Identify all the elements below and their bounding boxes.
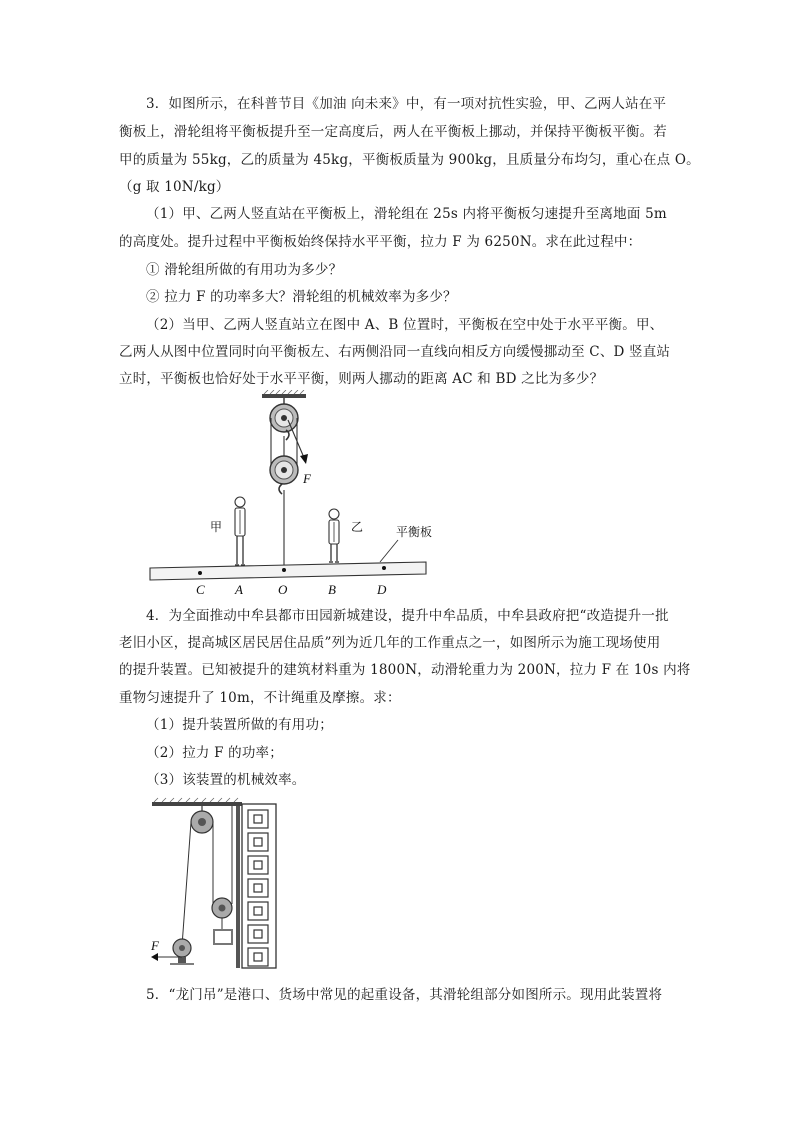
ceiling [262, 394, 306, 398]
q4-line-5: （1）提升装置所做的有用功； [146, 717, 333, 733]
movable-pulley-icon [212, 898, 232, 918]
person-yi-label: 乙 [351, 520, 364, 534]
board-label: 平衡板 [396, 525, 433, 539]
q3-line-3: 甲的质量为 55kg，乙的质量为 45kg，平衡板质量为 900kg，且质量分布均匀，重心在点 O。 [119, 152, 700, 168]
force-arrow-icon [151, 953, 158, 961]
force-label: F [303, 471, 311, 486]
force-label: F [151, 938, 159, 953]
q3-line-7: ① 滑轮组所做的有用功为多少？ [146, 262, 343, 278]
q4-lifting-device-figure [146, 796, 286, 972]
movable-pulley-icon [270, 456, 298, 494]
top-fixed-pulley-icon [191, 811, 213, 833]
q4-line-2: 老旧小区，提高城区居民居住品质”列为近几年的工作重点之一，如图所示为施工现场使用 [119, 635, 661, 651]
q4-line-4: 重物匀速提升了 10m，不计绳重及摩擦。求： [119, 690, 401, 706]
q3-line-4: （g 取 10N/kg） [119, 179, 230, 195]
building-material-load [214, 930, 232, 944]
balance-board [150, 562, 426, 580]
point-b-label: B [328, 582, 336, 597]
q4-line-3: 的提升装置。已知被提升的建筑材料重为 1800N，动滑轮重力为 200N，拉力 F 在 10s 内将 [119, 662, 691, 678]
person-jia-icon [235, 497, 245, 565]
point-d-label: D [377, 582, 387, 597]
person-jia-label: 甲 [210, 520, 223, 534]
q3-line-2: 衡板上，滑轮组将平衡板提升至一定高度后，两人在平衡板上挪动，并保持平衡板平衡。若 [119, 124, 667, 140]
q4-line-1: 4．为全面推动中牟县都市田园新城建设，提升中牟品质，中牟县政府把“改造提升一批 [146, 608, 669, 624]
point-o-label: O [278, 582, 288, 597]
q5-line-1: 5．“龙门吊”是港口、货场中常见的起重设备，其滑轮组部分如图所示。现用此装置将 [146, 987, 663, 1003]
point-a-label: A [235, 582, 243, 597]
q3-balance-board-figure [140, 390, 440, 600]
force-arrow-icon [300, 454, 308, 464]
building-windows [248, 810, 268, 966]
q3-line-8: ② 拉力 F 的功率多大？滑轮组的机械效率为多少？ [146, 289, 457, 305]
q3-line-11: 立时，平衡板也恰好处于水平平衡，则两人挪动的距离 AC 和 BD 之比为多少？ [119, 371, 604, 387]
q3-line-9: （2）当甲、乙两人竖直站立在图中 A、B 位置时，平衡板在空中处于水平平衡。甲、 [146, 317, 664, 333]
q4-line-7: （3）该装置的机械效率。 [146, 772, 306, 788]
q4-line-6: （2）拉力 F 的功率； [146, 745, 283, 761]
q3-line-6: 的高度处。提升过程中平衡板始终保持水平平衡，拉力 F 为 6250N。求在此过程中： [119, 234, 642, 250]
ground-pulley-icon [173, 939, 191, 957]
q3-line-10: 乙两人从图中位置同时向平衡板左、右两侧沿同一直线向相反方向缓慢挪动至 C、D 竖直站 [119, 344, 671, 360]
q3-line-1: 3．如图所示，在科普节目《加油 向未来》中，有一项对抗性实验，甲、乙两人站在平 [146, 96, 667, 112]
point-c-label: C [196, 582, 205, 597]
q3-line-5: （1）甲、乙两人竖直站在平衡板上，滑轮组在 25s 内将平衡板匀速提升至离地面 5m [146, 206, 667, 222]
person-yi-icon [329, 509, 339, 562]
